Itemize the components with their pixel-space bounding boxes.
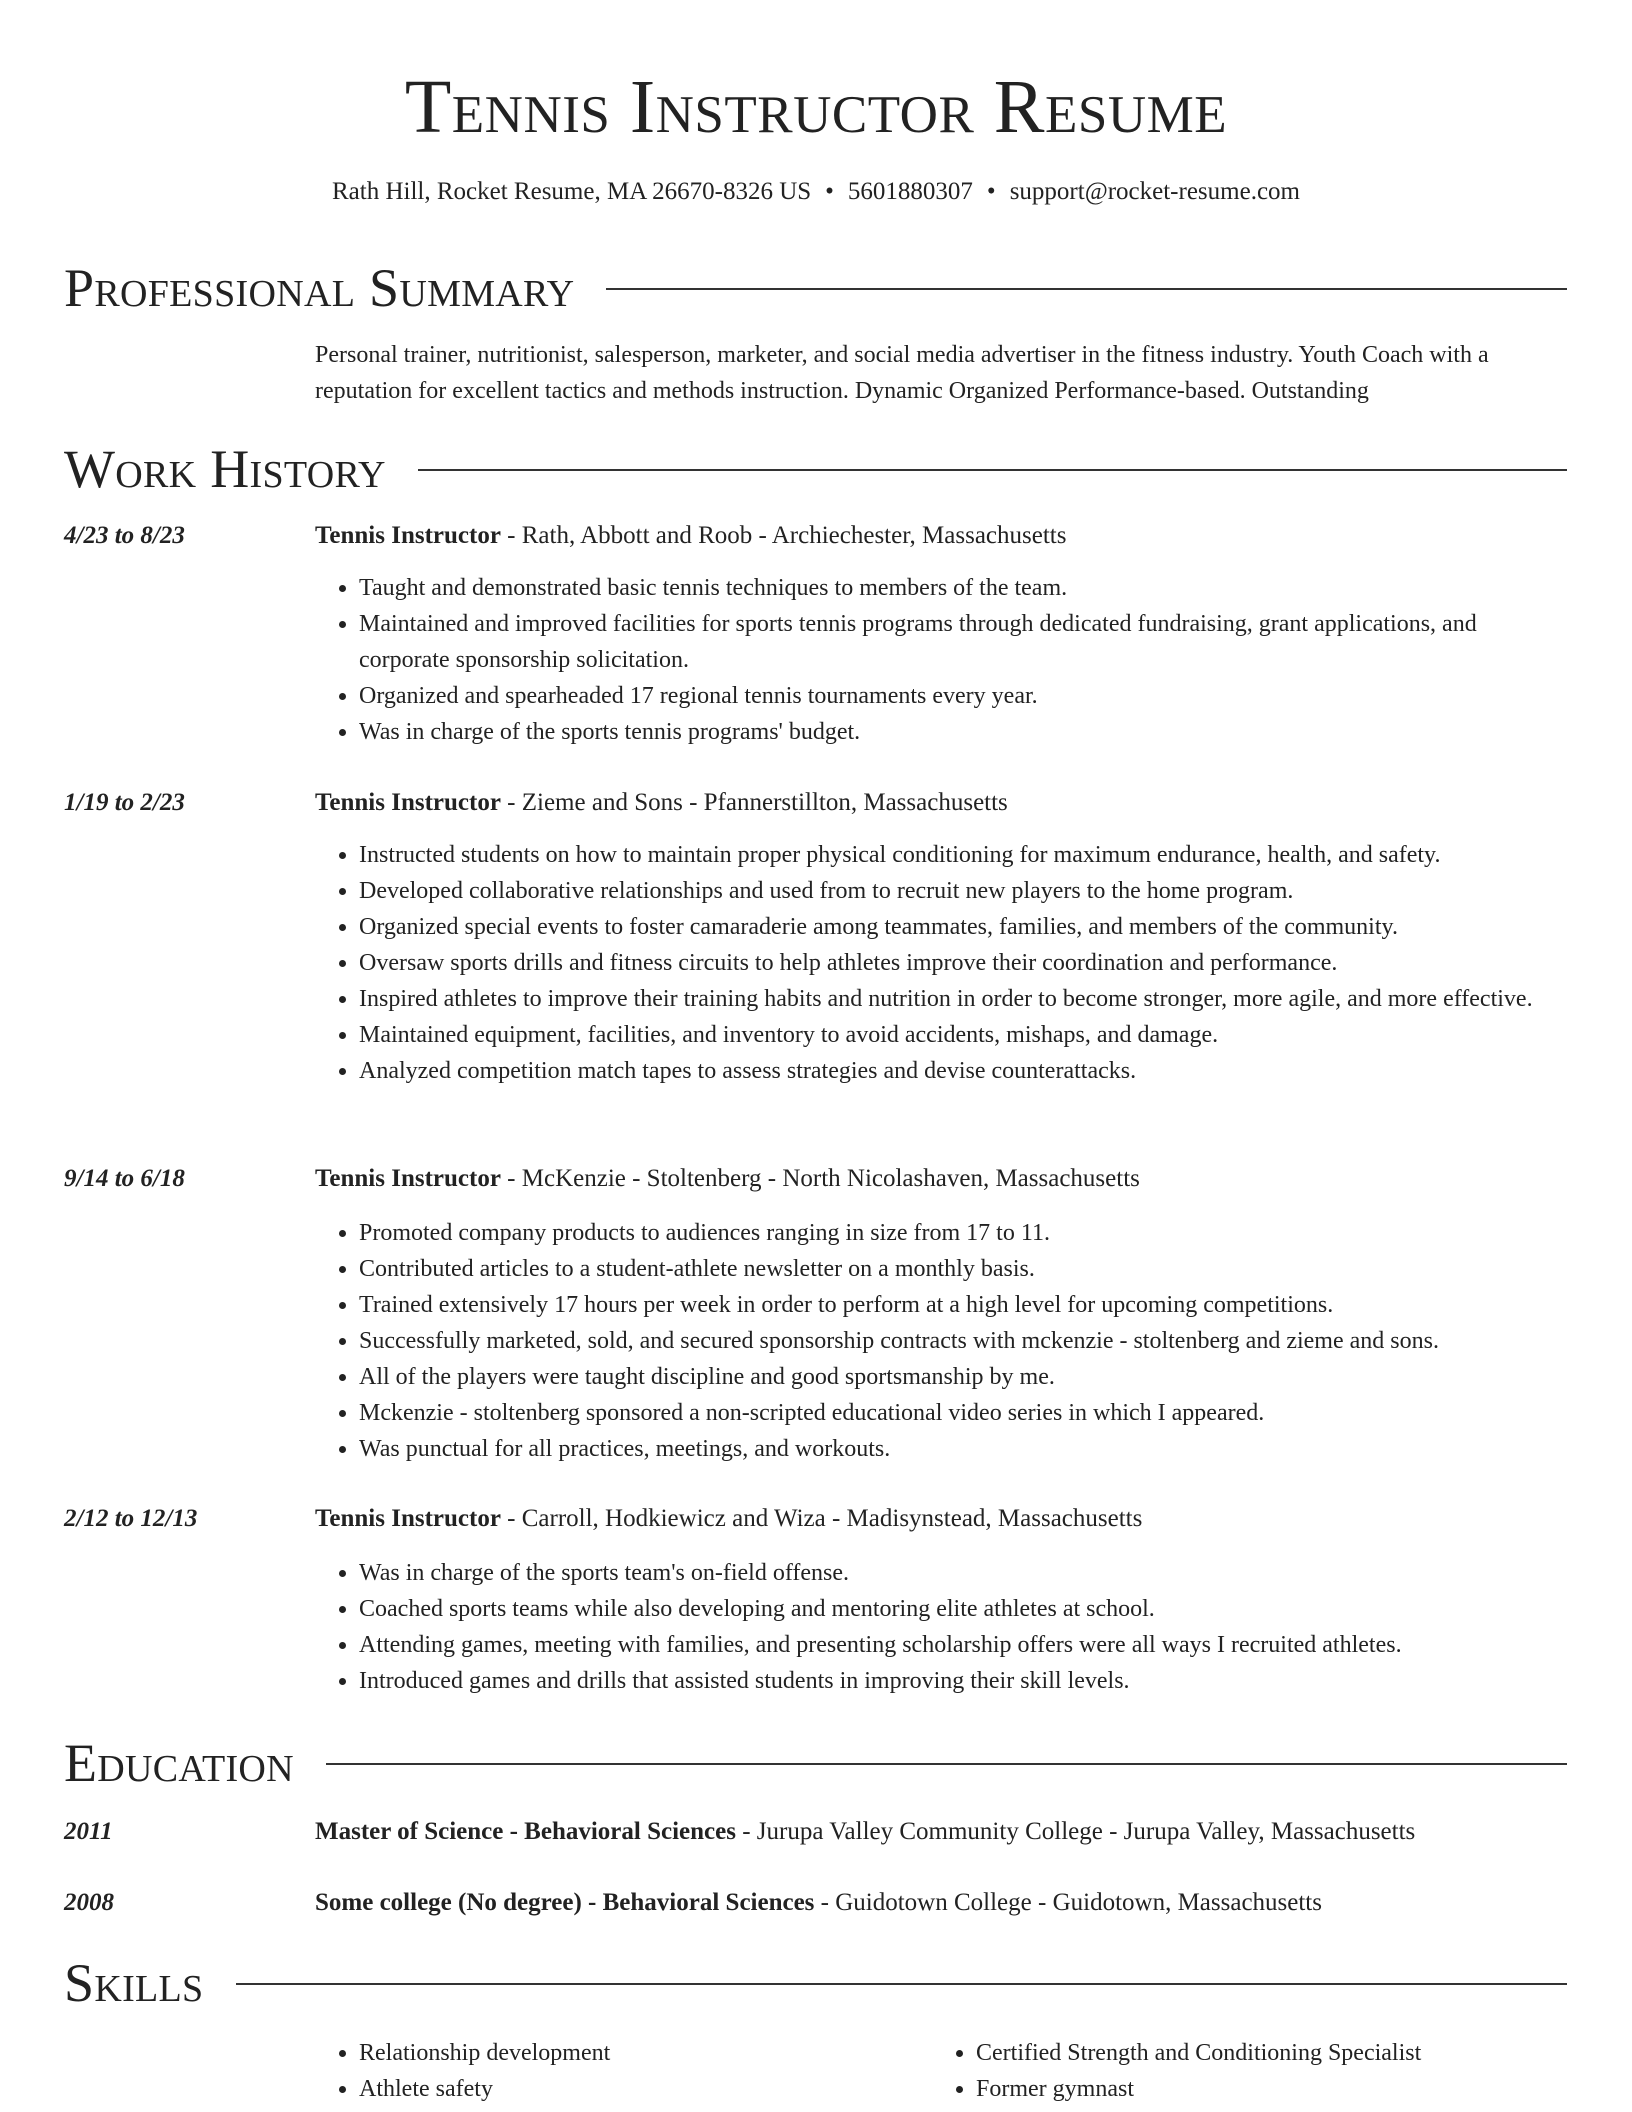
section-divider [326, 1763, 1567, 1765]
job-company: - Carroll, Hodkiewicz and Wiza - Madisynstead, Massachusetts [500, 1505, 1143, 1532]
section-header-summary [64, 256, 1567, 320]
resume-title: Tennis Instructor Resume [404, 65, 1228, 149]
job-bullets [315, 837, 1565, 1089]
job-heading [315, 1501, 1565, 1537]
education-heading [315, 1885, 1565, 1921]
job-bullet: • Attending games, meeting with families, and presenting scholarship offers were all ways I recruited athletes. [359, 1627, 1565, 1663]
job-bullet: • Analyzed competition match tapes to assess strategies and devise counterattacks. [359, 1053, 1565, 1089]
contact-line [0, 174, 1632, 210]
education-degree: Master of Science - Behavioral Sciences [315, 1818, 736, 1845]
skill-item: • Athlete safety [359, 2071, 915, 2107]
education-degree: Some college (No degree) - Behavioral Sciences [315, 1889, 815, 1916]
job-heading [315, 518, 1565, 554]
job-bullet: • Trained extensively 17 hours per week in order to perform at a high level for upcoming competitions. [359, 1287, 1565, 1323]
job-heading [315, 785, 1565, 821]
job-company: - Rath, Abbott and Roob - Archiechester, Massachusetts [500, 522, 1067, 549]
section-divider [236, 1983, 1568, 1985]
contact-separator: • [825, 178, 834, 205]
job-bullet: • Promoted company products to audiences ranging in size from 17 to 11. [359, 1215, 1565, 1251]
job-bullet: • Was punctual for all practices, meetings, and workouts. [359, 1431, 1565, 1467]
job-bullet: • Taught and demonstrated basic tennis techniques to members of the team. [359, 570, 1565, 606]
job-company: - McKenzie - Stoltenberg - North Nicolashaven, Massachusetts [500, 1165, 1140, 1192]
job-title: Tennis Instructor [315, 789, 501, 816]
section-title-education: Education [64, 1733, 294, 1793]
job-bullet: • Was in charge of the sports team's on-field offense. [359, 1555, 1565, 1591]
job-bullet: • Organized special events to foster camaraderie among teammates, families, and members of the community. [359, 909, 1565, 945]
job-company: - Zieme and Sons - Pfannerstillton, Massachusetts [500, 789, 1008, 816]
job-title: Tennis Instructor [315, 1165, 501, 1192]
job-dates: 9/14 to 6/18 [64, 1165, 185, 1192]
skill-item: • Former gymnast [976, 2071, 1562, 2107]
job-bullet: • Mckenzie - stoltenberg sponsored a non-scripted educational video series in which I appeared. [359, 1395, 1565, 1431]
job-bullet: • Organized and spearheaded 17 regional tennis tournaments every year. [359, 678, 1565, 714]
job-bullet: • Maintained and improved facilities for sports tennis programs through dedicated fundraising, grant applications, and corporate sponsorship solicitation. [359, 606, 1565, 678]
skill-item: • Relationship development [359, 2035, 915, 2071]
job-bullet: • Was in charge of the sports tennis programs' budget. [359, 714, 1565, 750]
contact-separator: • [986, 178, 996, 205]
education-heading [315, 1814, 1565, 1850]
job-bullet: • Contributed articles to a student-athlete newsletter on a monthly basis. [359, 1251, 1565, 1287]
education-school: - Guidotown College - Guidotown, Massachusetts [814, 1889, 1322, 1916]
skill-item: • Certified Strength and Conditioning Specialist [976, 2035, 1562, 2071]
job-bullet: • Coached sports teams while also developing and mentoring elite athletes at school. [359, 1591, 1565, 1627]
summary-text: Personal trainer, nutritionist, salesperson, marketer, and social media advertiser in the fitness industry. Youth Coach with a reputation for excellent tactics and methods instruction. Dynamic Organized Performance-based. Outstanding [315, 342, 1489, 404]
section-divider [418, 469, 1567, 471]
job-dates: 2/12 to 12/13 [64, 1505, 198, 1532]
job-dates: 4/23 to 8/23 [64, 522, 185, 549]
job-bullet: • Maintained equipment, facilities, and inventory to avoid accidents, mishaps, and damage. [359, 1017, 1565, 1053]
section-title-work: Work History [64, 439, 386, 499]
job-title: Tennis Instructor [315, 522, 501, 549]
skills-list-right [932, 2035, 1562, 2107]
education-school: - Jurupa Valley Community College - Jurupa Valley, Massachusetts [735, 1818, 1416, 1845]
job-heading [315, 1161, 1565, 1197]
contact-phone: 5601880307 [847, 178, 973, 205]
contact-email: support@rocket-resume.com [1009, 178, 1300, 205]
job-bullets [315, 570, 1565, 750]
job-bullet: • All of the players were taught discipline and good sportsmanship by me. [359, 1359, 1565, 1395]
skills-list-left [315, 2035, 915, 2107]
section-header-work [64, 437, 1567, 501]
job-bullet: • Introduced games and drills that assisted students in improving their skill levels. [359, 1663, 1565, 1699]
job-bullet: • Inspired athletes to improve their training habits and nutrition in order to become stronger, more agile, and more effective. [359, 981, 1565, 1017]
job-bullet: • Developed collaborative relationships and used from to recruit new players to the home program. [359, 873, 1565, 909]
job-bullets [315, 1215, 1565, 1467]
job-bullets [315, 1555, 1565, 1699]
section-divider [606, 288, 1567, 290]
job-title: Tennis Instructor [315, 1505, 501, 1532]
education-year: 2011 [64, 1818, 113, 1845]
job-dates: 1/19 to 2/23 [64, 789, 185, 816]
section-header-education [64, 1731, 1567, 1795]
job-bullet: • Successfully marketed, sold, and secured sponsorship contracts with mckenzie - stoltenberg and zieme and sons. [359, 1323, 1565, 1359]
section-header-skills [64, 1951, 1567, 2015]
section-title-skills: Skills [64, 1953, 204, 2013]
section-title-summary: Professional Summary [64, 258, 575, 318]
contact-address: Rath Hill, Rocket Resume, MA 26670-8326 US [332, 178, 812, 205]
education-year: 2008 [64, 1889, 114, 1916]
job-bullet: • Oversaw sports drills and fitness circuits to help athletes improve their coordination and performance. [359, 945, 1565, 981]
job-bullet: • Instructed students on how to maintain proper physical conditioning for maximum endurance, health, and safety. [359, 837, 1565, 873]
